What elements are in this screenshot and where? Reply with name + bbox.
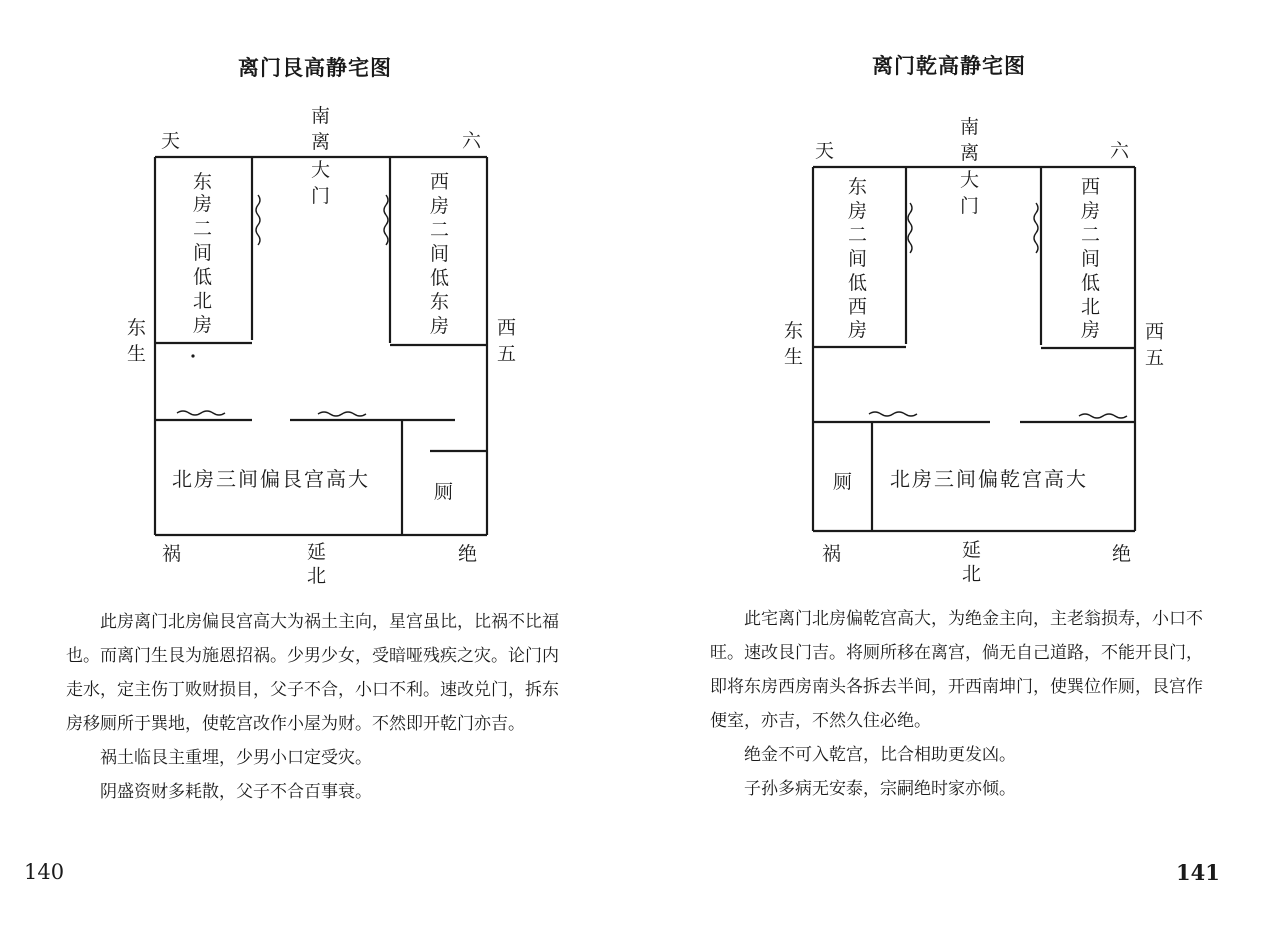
west-room-char: 房 xyxy=(1081,200,1101,222)
west-room-char: 低 xyxy=(430,267,450,289)
direction-west-1: 西 xyxy=(1145,321,1165,343)
east-room-char: 二 xyxy=(193,218,213,240)
page-number: 140 xyxy=(24,860,65,884)
corner-label-liu: 六 xyxy=(1110,140,1130,162)
west-room-char: 二 xyxy=(1081,224,1101,246)
east-room-char: 西 xyxy=(848,296,868,318)
bottom-label-jue: 绝 xyxy=(458,543,478,565)
bottom-label-yan: 延 xyxy=(307,541,327,563)
east-room-char: 房 xyxy=(848,200,868,222)
direction-south-1: 南 xyxy=(960,116,980,138)
west-room-char: 西 xyxy=(430,171,450,193)
east-room-char: 东 xyxy=(848,176,868,198)
west-room-char: 房 xyxy=(430,315,450,337)
bottom-label-huo: 祸 xyxy=(822,543,842,565)
east-room-char: 间 xyxy=(848,248,868,270)
verse-line: 子孙多病无安泰，宗嗣绝时家亦倾。 xyxy=(744,779,1016,799)
direction-east-2: 生 xyxy=(127,343,147,365)
east-room-char: 房 xyxy=(848,319,868,341)
page-title: 离门艮高静宅图 xyxy=(238,56,392,80)
corner-label-tian: 天 xyxy=(815,140,835,162)
page-number: 141 xyxy=(1176,860,1220,885)
gate-label-1: 大 xyxy=(311,159,331,181)
west-room-char: 东 xyxy=(430,291,450,313)
west-room-char: 间 xyxy=(1081,248,1101,270)
body-text xyxy=(66,605,574,809)
east-room-char: 北 xyxy=(193,290,213,312)
corner-label-liu: 六 xyxy=(462,130,482,152)
west-room-char: 北 xyxy=(1081,296,1101,318)
verse-line: 绝金不可入乾宫，比合相助更发凶。 xyxy=(744,745,1016,765)
gate-label-1: 大 xyxy=(960,169,980,191)
paragraph: 此宅离门北房偏乾宫高大，为绝金主向，主老翁损寿，小口不旺。速改艮门吉。将厕所移在离宫，倘无自己道路，不能开艮门，即将东房西房南头各拆去半间，开西南坤门，使巽位作厕，艮宫作便室，亦吉，不然久住必绝。 xyxy=(710,609,1203,731)
toilet-label: 厕 xyxy=(833,471,853,493)
floor-plan-diagram xyxy=(640,0,1280,600)
bottom-label-bei: 北 xyxy=(962,563,982,585)
toilet-label: 厕 xyxy=(434,481,454,503)
bottom-label-huo: 祸 xyxy=(162,543,182,565)
north-room-label: 北房三间偏乾宫高大 xyxy=(890,467,1088,491)
west-room-char: 房 xyxy=(1081,319,1101,341)
bottom-label-jue: 绝 xyxy=(1112,543,1132,565)
east-room-char: 低 xyxy=(193,266,213,288)
east-room-char: 二 xyxy=(848,224,868,246)
verse-line: 阴盛资财多耗散，父子不合百事衰。 xyxy=(100,782,372,802)
east-room-char: 东 xyxy=(193,171,213,193)
west-room-char: 房 xyxy=(430,195,450,217)
floor-plan-diagram xyxy=(0,0,640,600)
direction-east-1: 东 xyxy=(784,320,804,342)
direction-east-2: 生 xyxy=(784,346,804,368)
page-title: 离门乾高静宅图 xyxy=(872,54,1026,78)
east-room-char: 低 xyxy=(848,272,868,294)
bottom-label-yan: 延 xyxy=(962,539,982,561)
west-room-char: 低 xyxy=(1081,272,1101,294)
west-room-char: 西 xyxy=(1081,176,1101,198)
direction-west-2: 五 xyxy=(497,343,517,365)
direction-west-1: 西 xyxy=(497,317,517,339)
bottom-label-bei: 北 xyxy=(307,565,327,587)
gate-label-2: 门 xyxy=(960,195,980,217)
right-page xyxy=(640,0,1280,931)
paragraph: 此房离门北房偏艮宫高大为祸土主向，星宫虽比，比祸不比福也。而离门生艮为施恩招祸。少男少女，受暗哑残疾之灾。论门内走水，定主伤丁败财损目，父子不合，小口不利。速改兑门，拆东房移厕所于巽地，使乾宫改作小屋为财。不然即开乾门亦吉。 xyxy=(66,612,559,734)
gate-label-2: 门 xyxy=(311,185,331,207)
west-room-char: 二 xyxy=(430,219,450,241)
east-room-char: 间 xyxy=(193,242,213,264)
north-room-label: 北房三间偏艮宫高大 xyxy=(172,467,370,491)
direction-south-1: 南 xyxy=(311,105,331,127)
corner-label-tian: 天 xyxy=(161,130,181,152)
direction-west-2: 五 xyxy=(1145,347,1165,369)
direction-east-1: 东 xyxy=(127,317,147,339)
direction-south-2: 离 xyxy=(960,142,980,164)
east-room-char: 房 xyxy=(193,193,213,215)
verse-line: 祸土临艮主重埋，少男小口定受灾。 xyxy=(100,748,372,768)
direction-south-2: 离 xyxy=(311,131,331,153)
west-room-char: 间 xyxy=(430,243,450,265)
east-room-char-6: 房 xyxy=(193,314,213,336)
body-text xyxy=(710,602,1218,806)
